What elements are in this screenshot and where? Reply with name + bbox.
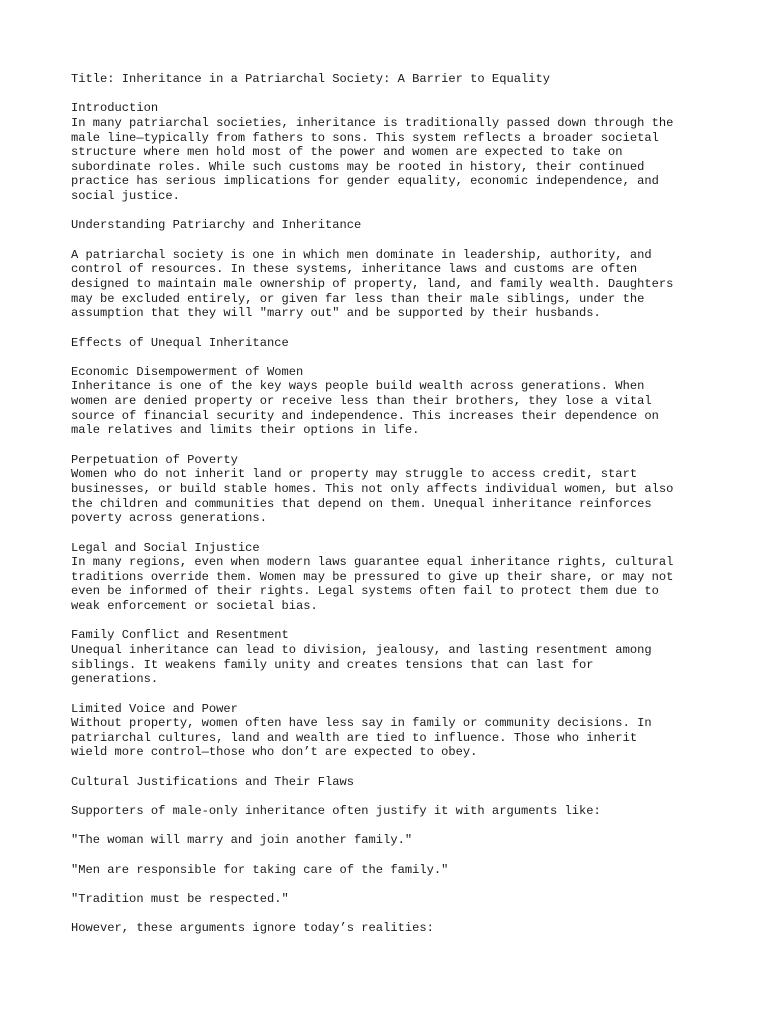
section-heading: Understanding Patriarchy and Inheritance [71,218,362,233]
subsection-heading: Perpetuation of Poverty [71,452,238,467]
paragraph-line: even be informed of their rights. Legal systems often fail to protect them due to [71,584,659,599]
subsection-heading: Economic Disempowerment of Women [71,364,304,379]
paragraph-line: However, these arguments ignore today’s realities: [71,921,434,936]
paragraph-line: In many regions, even when modern laws guarantee equal inheritance rights, cultural [71,555,674,570]
quote-line: "The woman will marry and join another family." [71,833,413,848]
spacer [71,789,711,804]
paragraph-line: Supporters of male-only inheritance often justify it with arguments like: [71,804,601,819]
spacer [71,877,711,892]
spacer [71,350,711,365]
document-page [71,72,711,936]
spacer [71,907,711,922]
paragraph-line: Inheritance is one of the key ways people build wealth across generations. When [71,379,645,394]
paragraph-line: Unequal inheritance can lead to division, jealousy, and lasting resentment among [71,642,652,657]
quote-line: "Men are responsible for taking care of the family." [71,862,449,877]
effects-section [71,336,711,761]
paragraph-line: siblings. It weakens family unity and creates tensions that can last for [71,657,594,672]
spacer [71,614,711,629]
effect-item-family [71,628,711,687]
paragraph-line: A patriarchal society is one in which men dominate in leadership, authority, and [71,247,652,262]
spacer [71,819,711,834]
paragraph-line: designed to maintain male ownership of property, land, and family wealth. Daughters [71,276,674,291]
paragraph-line: structure where men hold most of the power and women are expected to take on [71,145,623,160]
document-title: Title: Inheritance in a Patriarchal Society: A Barrier to Equality [71,72,550,86]
paragraph-line: women are denied property or receive less than their brothers, they lose a vital [71,394,652,409]
effect-item-poverty [71,453,711,526]
spacer [71,204,711,219]
paragraph-line: social justice. [71,189,180,204]
paragraph-line: traditions override them. Women may be pressured to give up their share, or may not [71,569,674,584]
spacer [71,87,711,102]
paragraph-line: weak enforcement or societal bias. [71,599,318,614]
paragraph-line: Without property, women often have less say in family or community decisions. In [71,716,652,731]
paragraph-line: practice has serious implications for gender equality, economic independence, and [71,174,659,189]
spacer [71,438,711,453]
paragraph-line: male line—typically from fathers to sons. This system reflects a broader societal [71,130,659,145]
paragraph-line: businesses, or build stable homes. This not only affects individual women, but also [71,481,674,496]
subsection-heading: Limited Voice and Power [71,701,238,716]
effect-item-voice [71,702,711,761]
paragraph-line: the children and communities that depend on them. Unequal inheritance reinforces [71,496,652,511]
intro-section [71,101,711,203]
spacer [71,760,711,775]
spacer [71,526,711,541]
paragraph-line: control of resources. In these systems, inheritance laws and customs are often [71,262,638,277]
paragraph-line: In many patriarchal societies, inheritance is traditionally passed down through the [71,115,674,130]
paragraph-line: Women who do not inherit land or property may struggle to access credit, start [71,467,638,482]
quote-line: "Tradition must be respected." [71,891,289,906]
subsection-heading: Family Conflict and Resentment [71,628,289,643]
paragraph-line: patriarchal cultures, land and wealth are tied to influence. Those who inherit [71,730,638,745]
subsection-heading: Legal and Social Injustice [71,540,260,555]
effect-item-legal [71,541,711,614]
effect-item-economic [71,365,711,438]
paragraph-line: source of financial security and independence. This increases their dependence on [71,408,659,423]
section-heading: Cultural Justifications and Their Flaws [71,774,355,789]
spacer [71,687,711,702]
paragraph-line: male relatives and limits their options in life. [71,423,420,438]
spacer [71,321,711,336]
paragraph-line: generations. [71,672,159,687]
paragraph-line: assumption that they will "marry out" and be supported by their husbands. [71,306,601,321]
paragraph-line: may be excluded entirely, or given far less than their male siblings, under the [71,291,645,306]
paragraph-line: poverty across generations. [71,511,267,526]
section-heading: Introduction [71,101,159,116]
cultural-section [71,775,711,936]
paragraph-line: subordinate roles. While such customs may be rooted in history, their continued [71,159,645,174]
paragraph-line: wield more control—those who don’t are expected to obey. [71,745,478,760]
spacer [71,233,711,248]
section-heading: Effects of Unequal Inheritance [71,335,289,350]
understanding-section [71,218,711,320]
spacer [71,848,711,863]
